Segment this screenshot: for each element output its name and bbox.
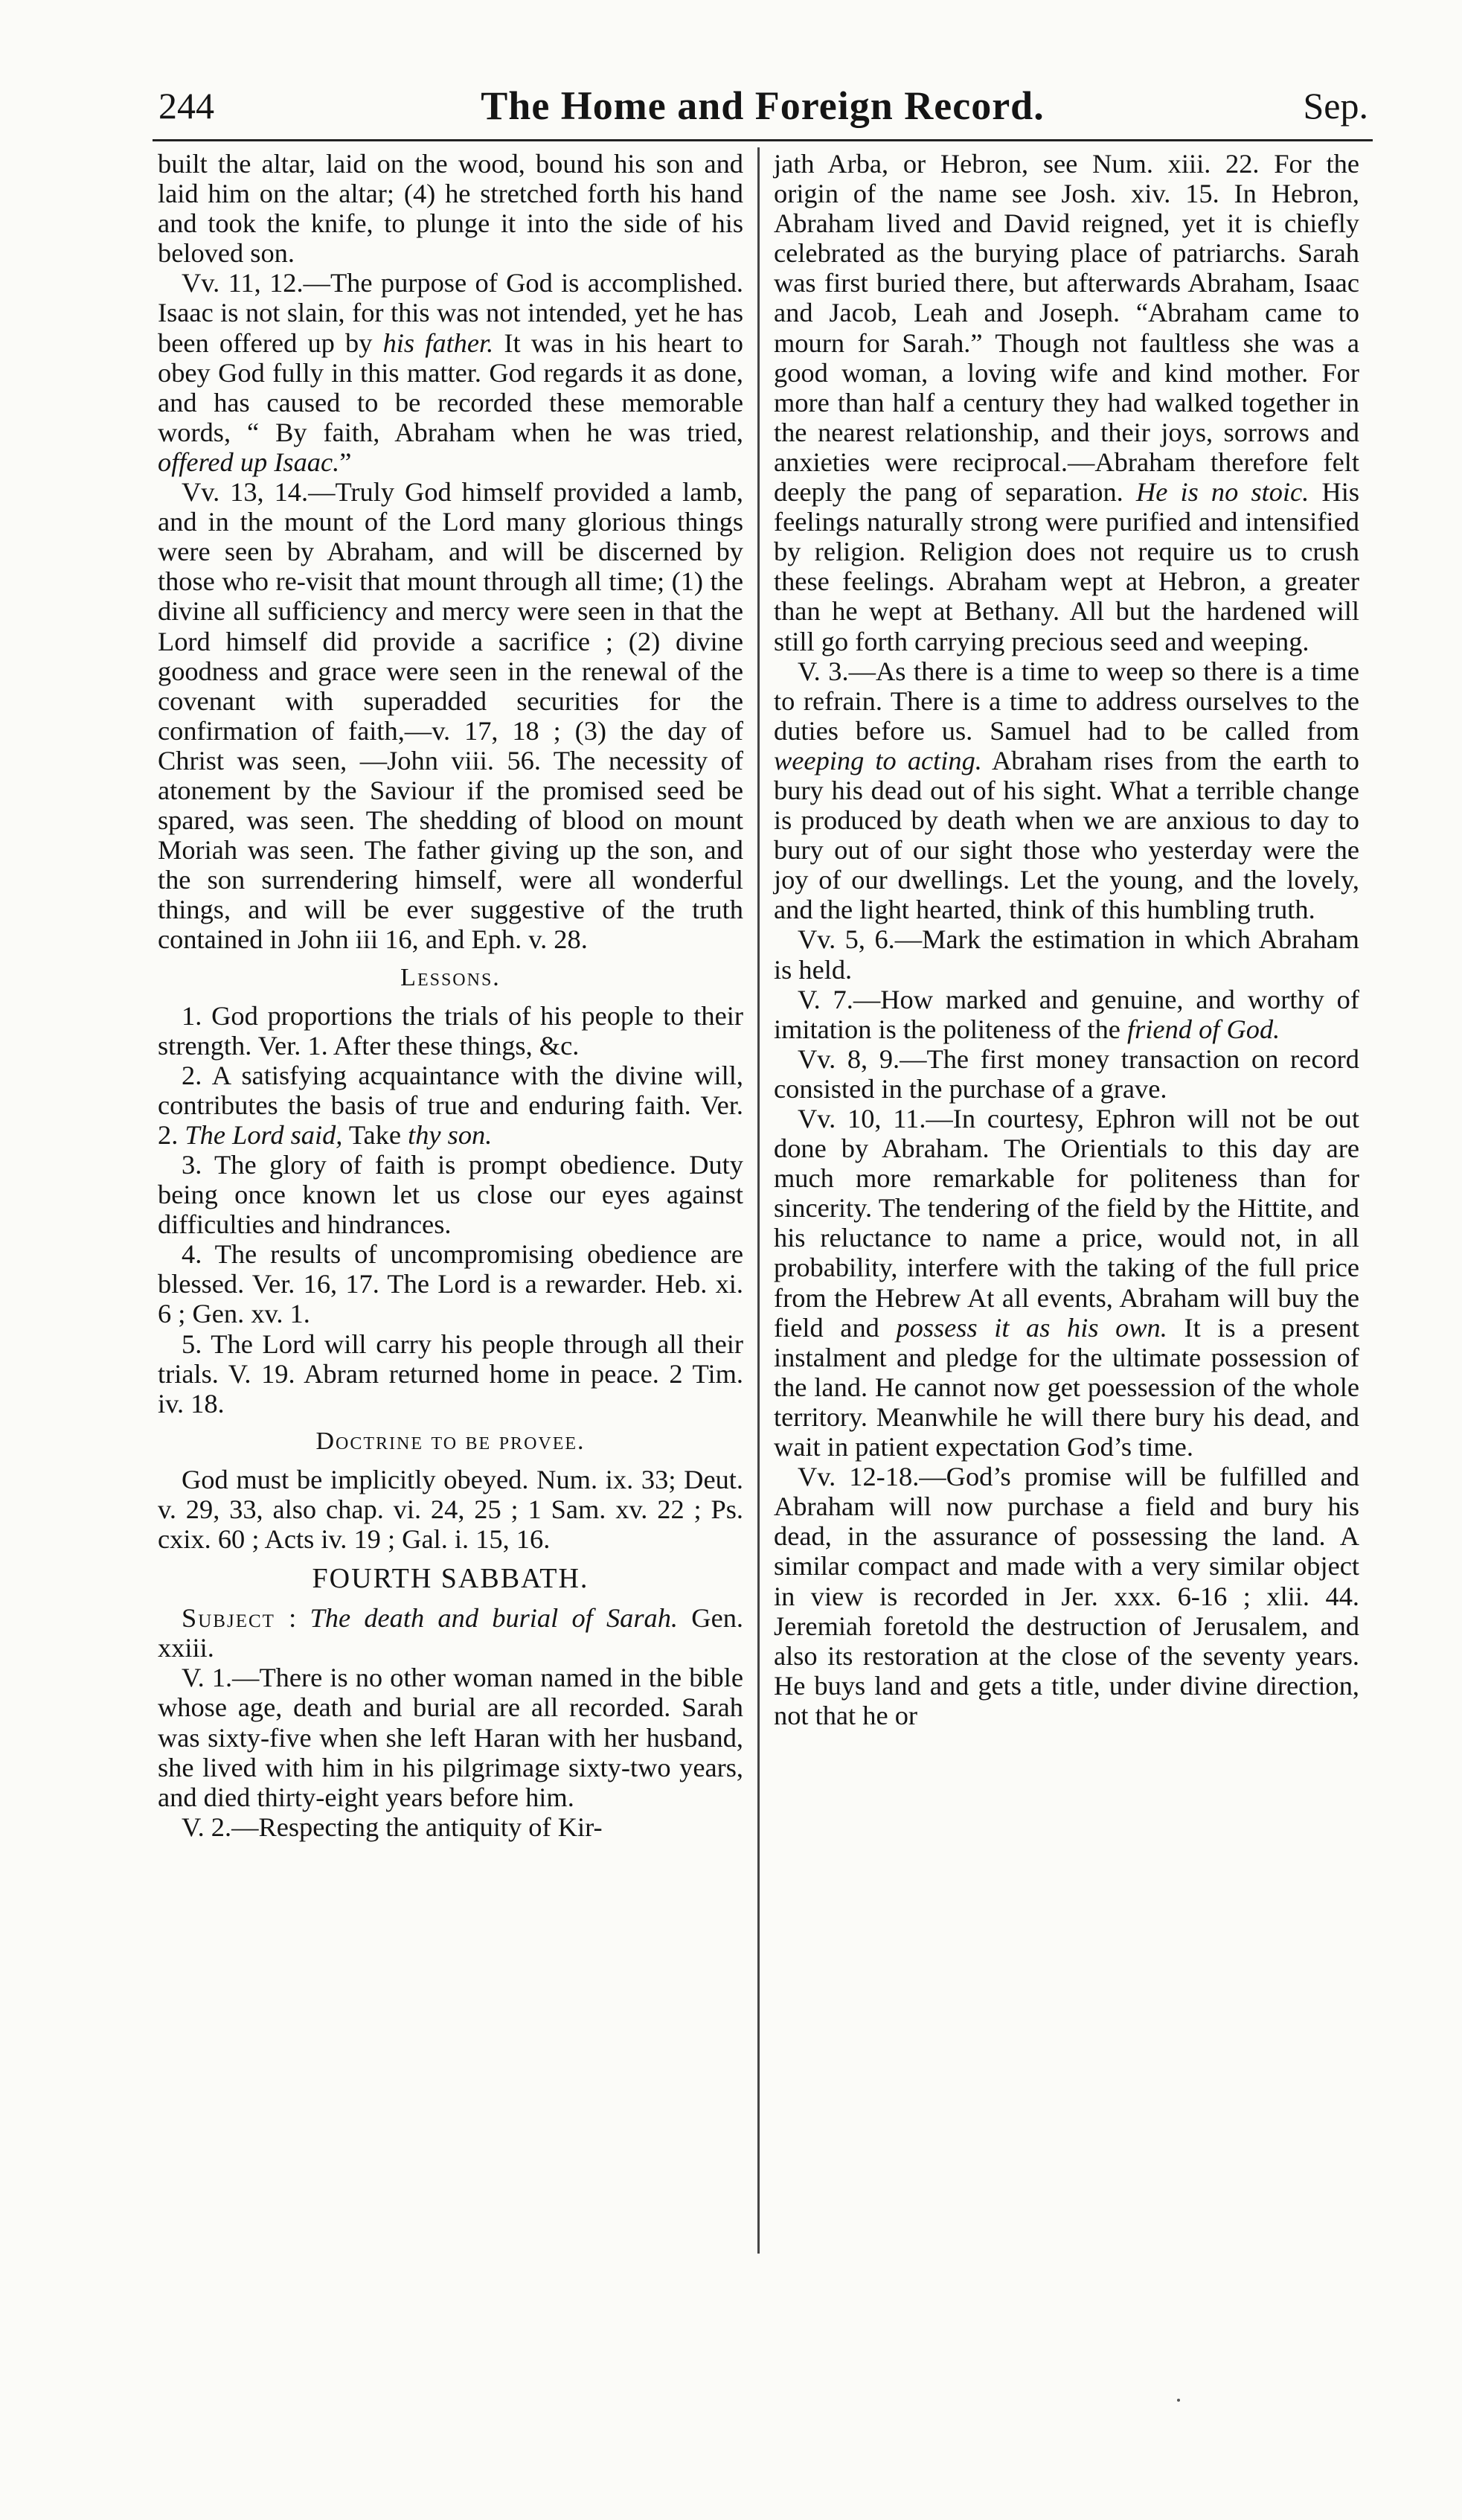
paragraph: Vv. 8, 9.—The first money transaction on record consisted in the purchase of a grave.	[774, 1043, 1359, 1104]
paragraph: Vv. 12-18.—God’s promise will be fulfilled and Abraham will now purchase a field and bury his dead, in the assurance of possessing the land. A similar compact and made with a very similar object in view is recorded in Jer. xxx. 6-16 ; xlii. 44. Jeremiah foretold the destruction of Jerusalem, and also its restoration at the close of the seventy years. He buys land and gets a title, under divine direction, not that he or	[774, 1462, 1359, 1730]
column-divider	[757, 147, 760, 2254]
lesson-item: 1. God proportions the trials of his people to their strength. Ver. 1. After these things, &c.	[158, 1000, 743, 1061]
paragraph: V. 3.—As there is a time to weep so there is a time to refrain. There is a time to address ourselves to the duties before us. Samuel had to be called from weeping to acting. Abraham rises from the earth to bury his dead out of his sight. What a terrible change is produced by death when we are anxious to day to bury out of our sight those who yesterday were the joy of our dwellings. Let the young, and the lovely, and the light hearted, think of this humbling truth.	[774, 656, 1359, 925]
header-rule	[153, 139, 1373, 141]
lesson-item: 2. A satisfying acquaintance with the divine will, contributes the basis of true and enduring faith. Ver. 2. The Lord said, Take thy son.	[158, 1060, 743, 1150]
paragraph: jath Arba, or Hebron, see Num. xiii. 22. For the origin of the name see Josh. xiv. 15. In Hebron, Abraham lived and David reigned, yet it is chiefly celebrated as the burying place of patriarchs. Sarah was first buried there, but afterwards Abraham, Isaac and Jacob, Leah and Joseph. “Abraham came to mourn for Sarah.” Though not faultless she was a good woman, a loving wife and kind mother. For more than half a century they had walked together in the nearest relationship, and their joys, sorrows and anxieties were reciprocal.—Abraham therefore felt deeply the pang of separation. He is no stoic. His feelings naturally strong were purified and intensified by religion. Religion does not require us to crush these feelings. Abraham wept at Hebron, a greater than he wept at Bethany. All but the hardened will still go forth carrying precious seed and weeping.	[774, 149, 1360, 656]
ink-speck	[1177, 2399, 1180, 2402]
paragraph: V. 1.—There is no other woman named in the bible whose age, death and burial are all recorded. Sarah was sixty-five when she left Haran with her husband, she lived with him in his pilgrimage sixty-two years, and died thirty-eight years before him.	[158, 1663, 743, 1812]
right-column	[774, 149, 1359, 1730]
journal-title: The Home and Foreign Record.	[481, 83, 1045, 128]
running-header	[153, 74, 1373, 137]
lesson-item: 5. The Lord will carry his people through all their trials. V. 19. Abram returned home in peace. 2 Tim. iv. 18.	[158, 1328, 743, 1419]
lessons-heading: Lessons.	[400, 963, 501, 991]
paragraph: V. 2.—Respecting the antiquity of Kir-	[182, 1811, 603, 1842]
section-heading: FOURTH SABBATH.	[312, 1563, 589, 1595]
paragraph: God must be implicitly obeyed. Num. ix. 33; Deut. v. 29, 33, also chap. vi. 24, 25 ; 1 Sam. xv. 22 ; Ps. cxix. 60 ; Acts iv. 19 ; Gal. i. 15, 16.	[158, 1464, 743, 1555]
paragraph: Vv. 10, 11.—In courtesy, Ephron will not be out done by Abraham. The Orientials to this day are much more remarkable for politeness than for sincerity. The tendering of the field by the Hittite, and his reluctance to name a price, would not, in all probability, interfere with the taking of the full price from the Hebrew At all events, Abraham will buy the field and possess it as his own. It is a present instalment and pledge for the ultimate possession of the land. He cannot now get poessession of the whole territory. Meanwhile he will there bury his dead, and wait in patient expectation God’s time.	[774, 1104, 1359, 1462]
lesson-item: 4. The results of uncompromising obedience are blessed. Ver. 16, 17. The Lord is a rewarder. Heb. xi. 6 ; Gen. xv. 1.	[158, 1239, 743, 1329]
paragraph: Vv. 13, 14.—Truly God himself provided a lamb, and in the mount of the Lord many glorious things were seen by Abraham, and will be discerned by those who re-visit that mount through all time; (1) the divine all sufficiency and mercy were seen in that the Lord himself did provide a sacrifice ; (2) divine goodness and grace were seen in the renewal of the covenant with superadded securities for the confirmation of faith,—v. 17, 18 ; (3) the day of Christ was seen, —John viii. 56. The necessity of atonement by the Saviour if the promised seed be spared, was seen. The shedding of blood on mount Moriah was seen. The father giving up the son, and the son surrendering himself, were all wonderful things, and will be ever suggestive of the truth contained in John iii 16, and Eph. v. 28.	[158, 477, 743, 955]
paragraph: V. 7.—How marked and genuine, and worthy of imitation is the politeness of the friend of God.	[774, 984, 1359, 1044]
doctrine-heading: Doctrine to be provee.	[315, 1427, 586, 1455]
subject-line: Subject : The death and burial of Sarah. Gen. xxiii.	[158, 1603, 744, 1663]
lesson-item: 3. The glory of faith is prompt obedience. Duty being once known let us close our eyes against difficulties and hindrances.	[158, 1150, 743, 1240]
paragraph: Vv. 11, 12.—The purpose of God is accomplished. Isaac is not slain, for this was not intended, yet he has been offered up by his father. It was in his heart to obey God fully in this matter. God regards it as done, and has caused to be recorded these memorable words, “ By faith, Abraham when he was tried, offered up Isaac.”	[158, 268, 743, 477]
paragraph: Vv. 5, 6.—Mark the estimation in which Abraham is held.	[774, 924, 1359, 985]
header-month: Sep.	[1303, 85, 1368, 127]
paragraph: built the altar, laid on the wood, bound his son and laid him on the altar; (4) he stretched forth his hand and took the knife, to plunge it into the side of his beloved son.	[158, 149, 743, 269]
left-column	[158, 149, 743, 1842]
page-number: 244	[158, 85, 214, 127]
